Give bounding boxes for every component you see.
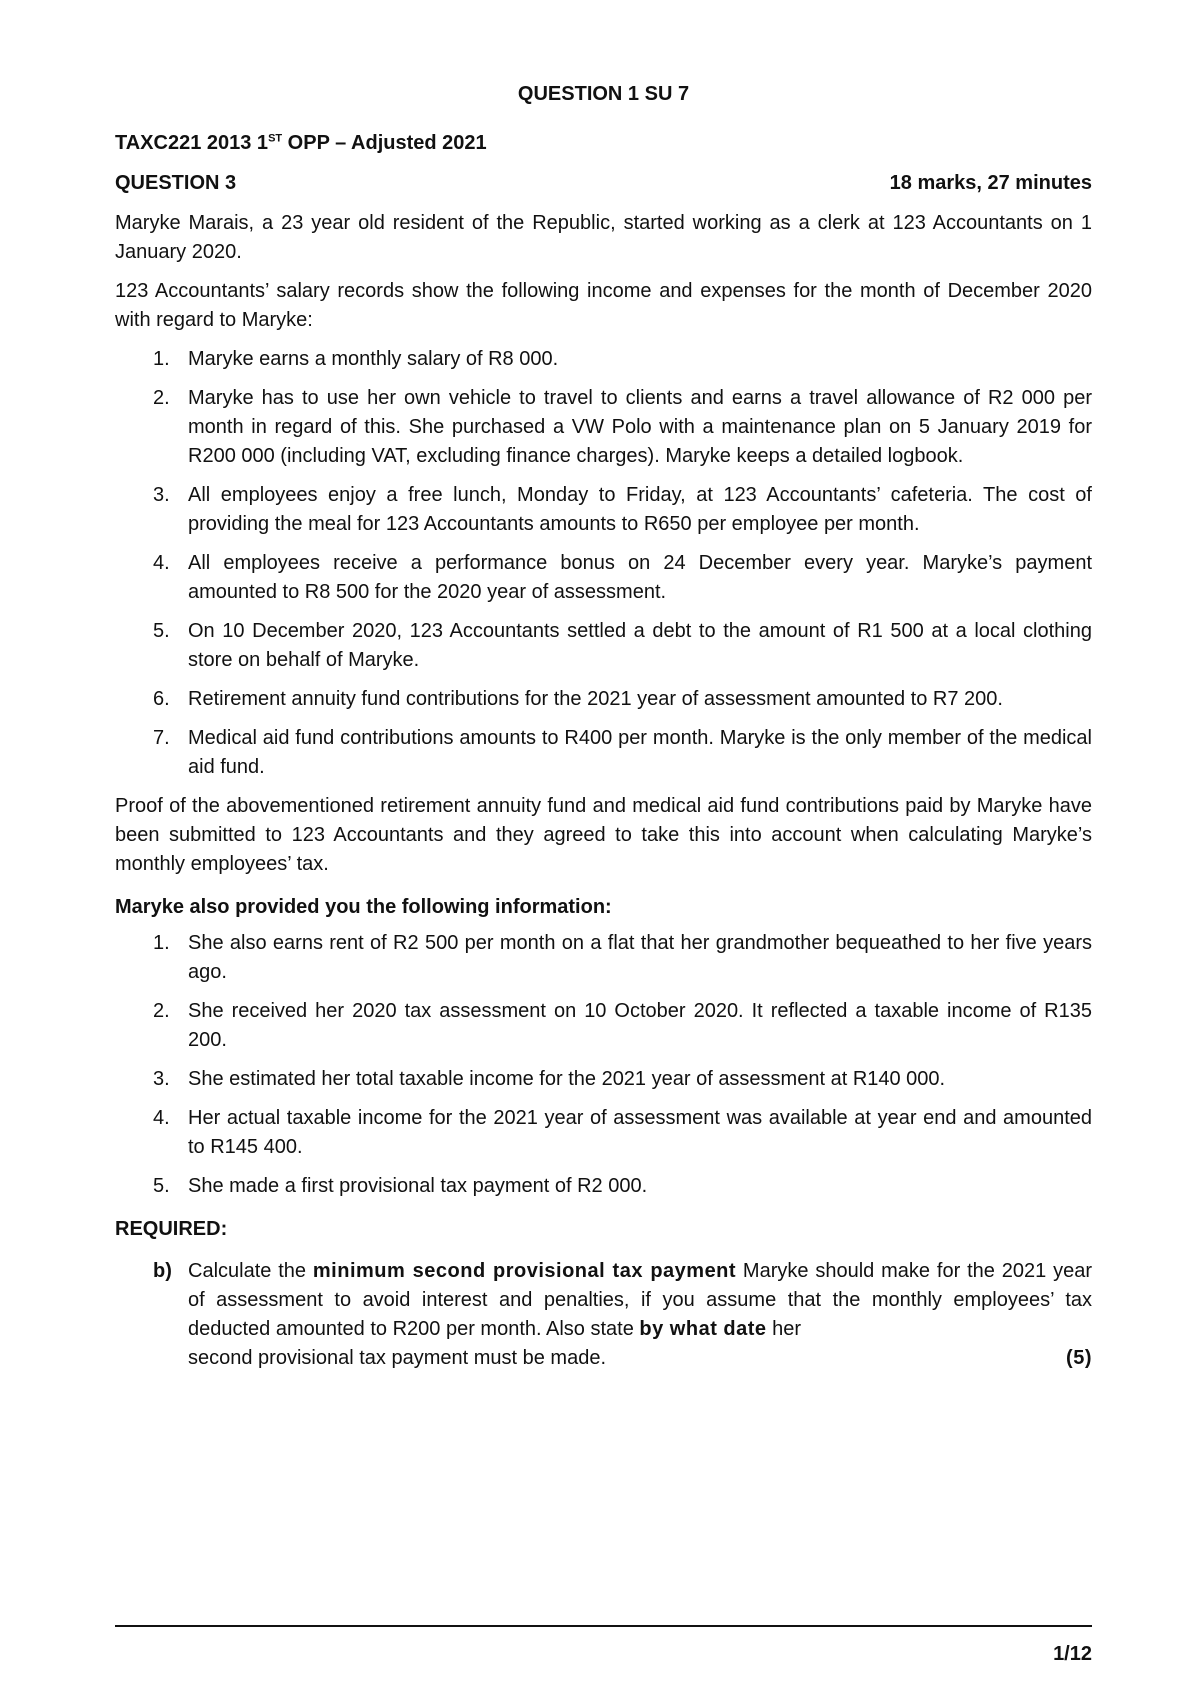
list-item-number: 2. (153, 387, 170, 409)
list-item-text: She made a first provisional tax payment of R2 000. (188, 1175, 648, 1197)
list-item-text: All employees enjoy a free lunch, Monday to Friday, at 123 Accountants’ cafeteria. The cost of providing the meal for 123 Accountants amounts to R650 per employee per month. (188, 484, 1092, 535)
question-label: QUESTION 3 (115, 172, 237, 194)
subtitle-suffix: OPP – Adjusted 2021 (282, 132, 487, 154)
list-item-number: 1. (153, 932, 170, 954)
list-item (115, 724, 1092, 782)
list-item-number: 1. (153, 348, 170, 370)
proof-paragraph: Proof of the abovementioned retirement annuity fund and medical aid fund contributions paid by Maryke have been submitted to 123 Accountants and they agreed to take this into account when calculating Maryke’s monthly employees’ tax. (115, 795, 1092, 875)
list-item-text: On 10 December 2020, 123 Accountants settled a debt to the amount of R1 500 at a local clothing store on behalf of Maryke. (188, 620, 1092, 671)
required-emphasis: by what date (639, 1318, 767, 1340)
list-item-text: She also earns rent of R2 500 per month on a flat that her grandmother bequeathed to her five years ago. (188, 932, 1092, 983)
list-item-number: 7. (153, 727, 170, 749)
page-title: QUESTION 1 SU 7 (517, 83, 690, 105)
list-item (115, 929, 1092, 987)
list-item (115, 1065, 1092, 1094)
question-header (115, 171, 1092, 195)
info-heading: Maryke also provided you the following information: (115, 896, 612, 918)
list-item (115, 1172, 1092, 1201)
list-item-text: Retirement annuity fund contributions for the 2021 year of assessment amounted to R7 200. (188, 688, 1003, 710)
page-number: 1/12 (1053, 1643, 1092, 1665)
salary-items-list (115, 345, 1092, 782)
list-item (115, 617, 1092, 675)
records-paragraph: 123 Accountants’ salary records show the following income and expenses for the month of December 2020 with regard to Maryke: (115, 280, 1092, 331)
list-item (115, 481, 1092, 539)
subtitle-superscript: ST (268, 132, 283, 145)
list-item-text: She estimated her total taxable income for the 2021 year of assessment at R140 000. (188, 1068, 946, 1090)
list-item (115, 345, 1092, 374)
list-item-number: 4. (153, 552, 170, 574)
required-text-part: second provisional tax payment must be made. (188, 1347, 606, 1369)
list-item-text: Her actual taxable income for the 2021 year of assessment was available at year end and amounted to R145 400. (188, 1107, 1092, 1158)
document-page (115, 82, 1092, 1373)
required-item (115, 1257, 1092, 1373)
required-text-part: Calculate the (188, 1260, 313, 1282)
list-item (115, 384, 1092, 471)
subtitle-prefix: TAXC221 2013 1 (115, 132, 269, 154)
list-item-text: She received her 2020 tax assessment on 10 October 2020. It reflected a taxable income of R135 200. (188, 1000, 1092, 1051)
list-item (115, 685, 1092, 714)
list-item (115, 997, 1092, 1055)
list-item-text: All employees receive a performance bonus on 24 December every year. Maryke’s payment amounted to R8 500 for the 2020 year of assessment. (188, 552, 1092, 603)
list-item-number: 3. (153, 484, 170, 506)
required-item-label: b) (153, 1260, 172, 1282)
list-item-number: 4. (153, 1107, 170, 1129)
list-item (115, 1104, 1092, 1162)
list-item-number: 5. (153, 1175, 170, 1197)
question-marks: 18 marks, 27 minutes (889, 172, 1092, 194)
required-heading: REQUIRED: (115, 1218, 228, 1240)
list-item-text: Maryke has to use her own vehicle to travel to clients and earns a travel allowance of R2 000 per month in regard of this. She purchased a VW Polo with a maintenance plan on 5 January 2019 for R200 000 (including VAT, excluding finance charges). Maryke keeps a detailed logbook. (188, 387, 1092, 467)
list-item-number: 2. (153, 1000, 170, 1022)
footer-divider (115, 1625, 1092, 1627)
intro-paragraph: Maryke Marais, a 23 year old resident of the Republic, started working as a clerk at 123 Accountants on 1 January 2020. (115, 212, 1092, 263)
list-item (115, 549, 1092, 607)
list-item-number: 5. (153, 620, 170, 642)
exam-subtitle (115, 131, 1092, 155)
list-item-text: Medical aid fund contributions amounts to R400 per month. Maryke is the only member of the medical aid fund. (188, 727, 1092, 778)
required-emphasis: minimum second provisional tax payment (312, 1260, 737, 1282)
required-text-part: Maryke should make for the 2021 year of assessment to avoid interest and penalties, if you assume that the monthly employees’ tax deducted amounted to R200 per month. Also state (188, 1260, 1092, 1340)
list-item-number: 3. (153, 1068, 170, 1090)
required-marks: (5) (1066, 1347, 1092, 1369)
list-item-number: 6. (153, 688, 170, 710)
required-last-line (188, 1344, 1092, 1373)
required-item-text (188, 1257, 1092, 1373)
info-items-list (115, 929, 1092, 1201)
required-text-part: her (766, 1318, 802, 1340)
list-item-text: Maryke earns a monthly salary of R8 000. (188, 348, 559, 370)
